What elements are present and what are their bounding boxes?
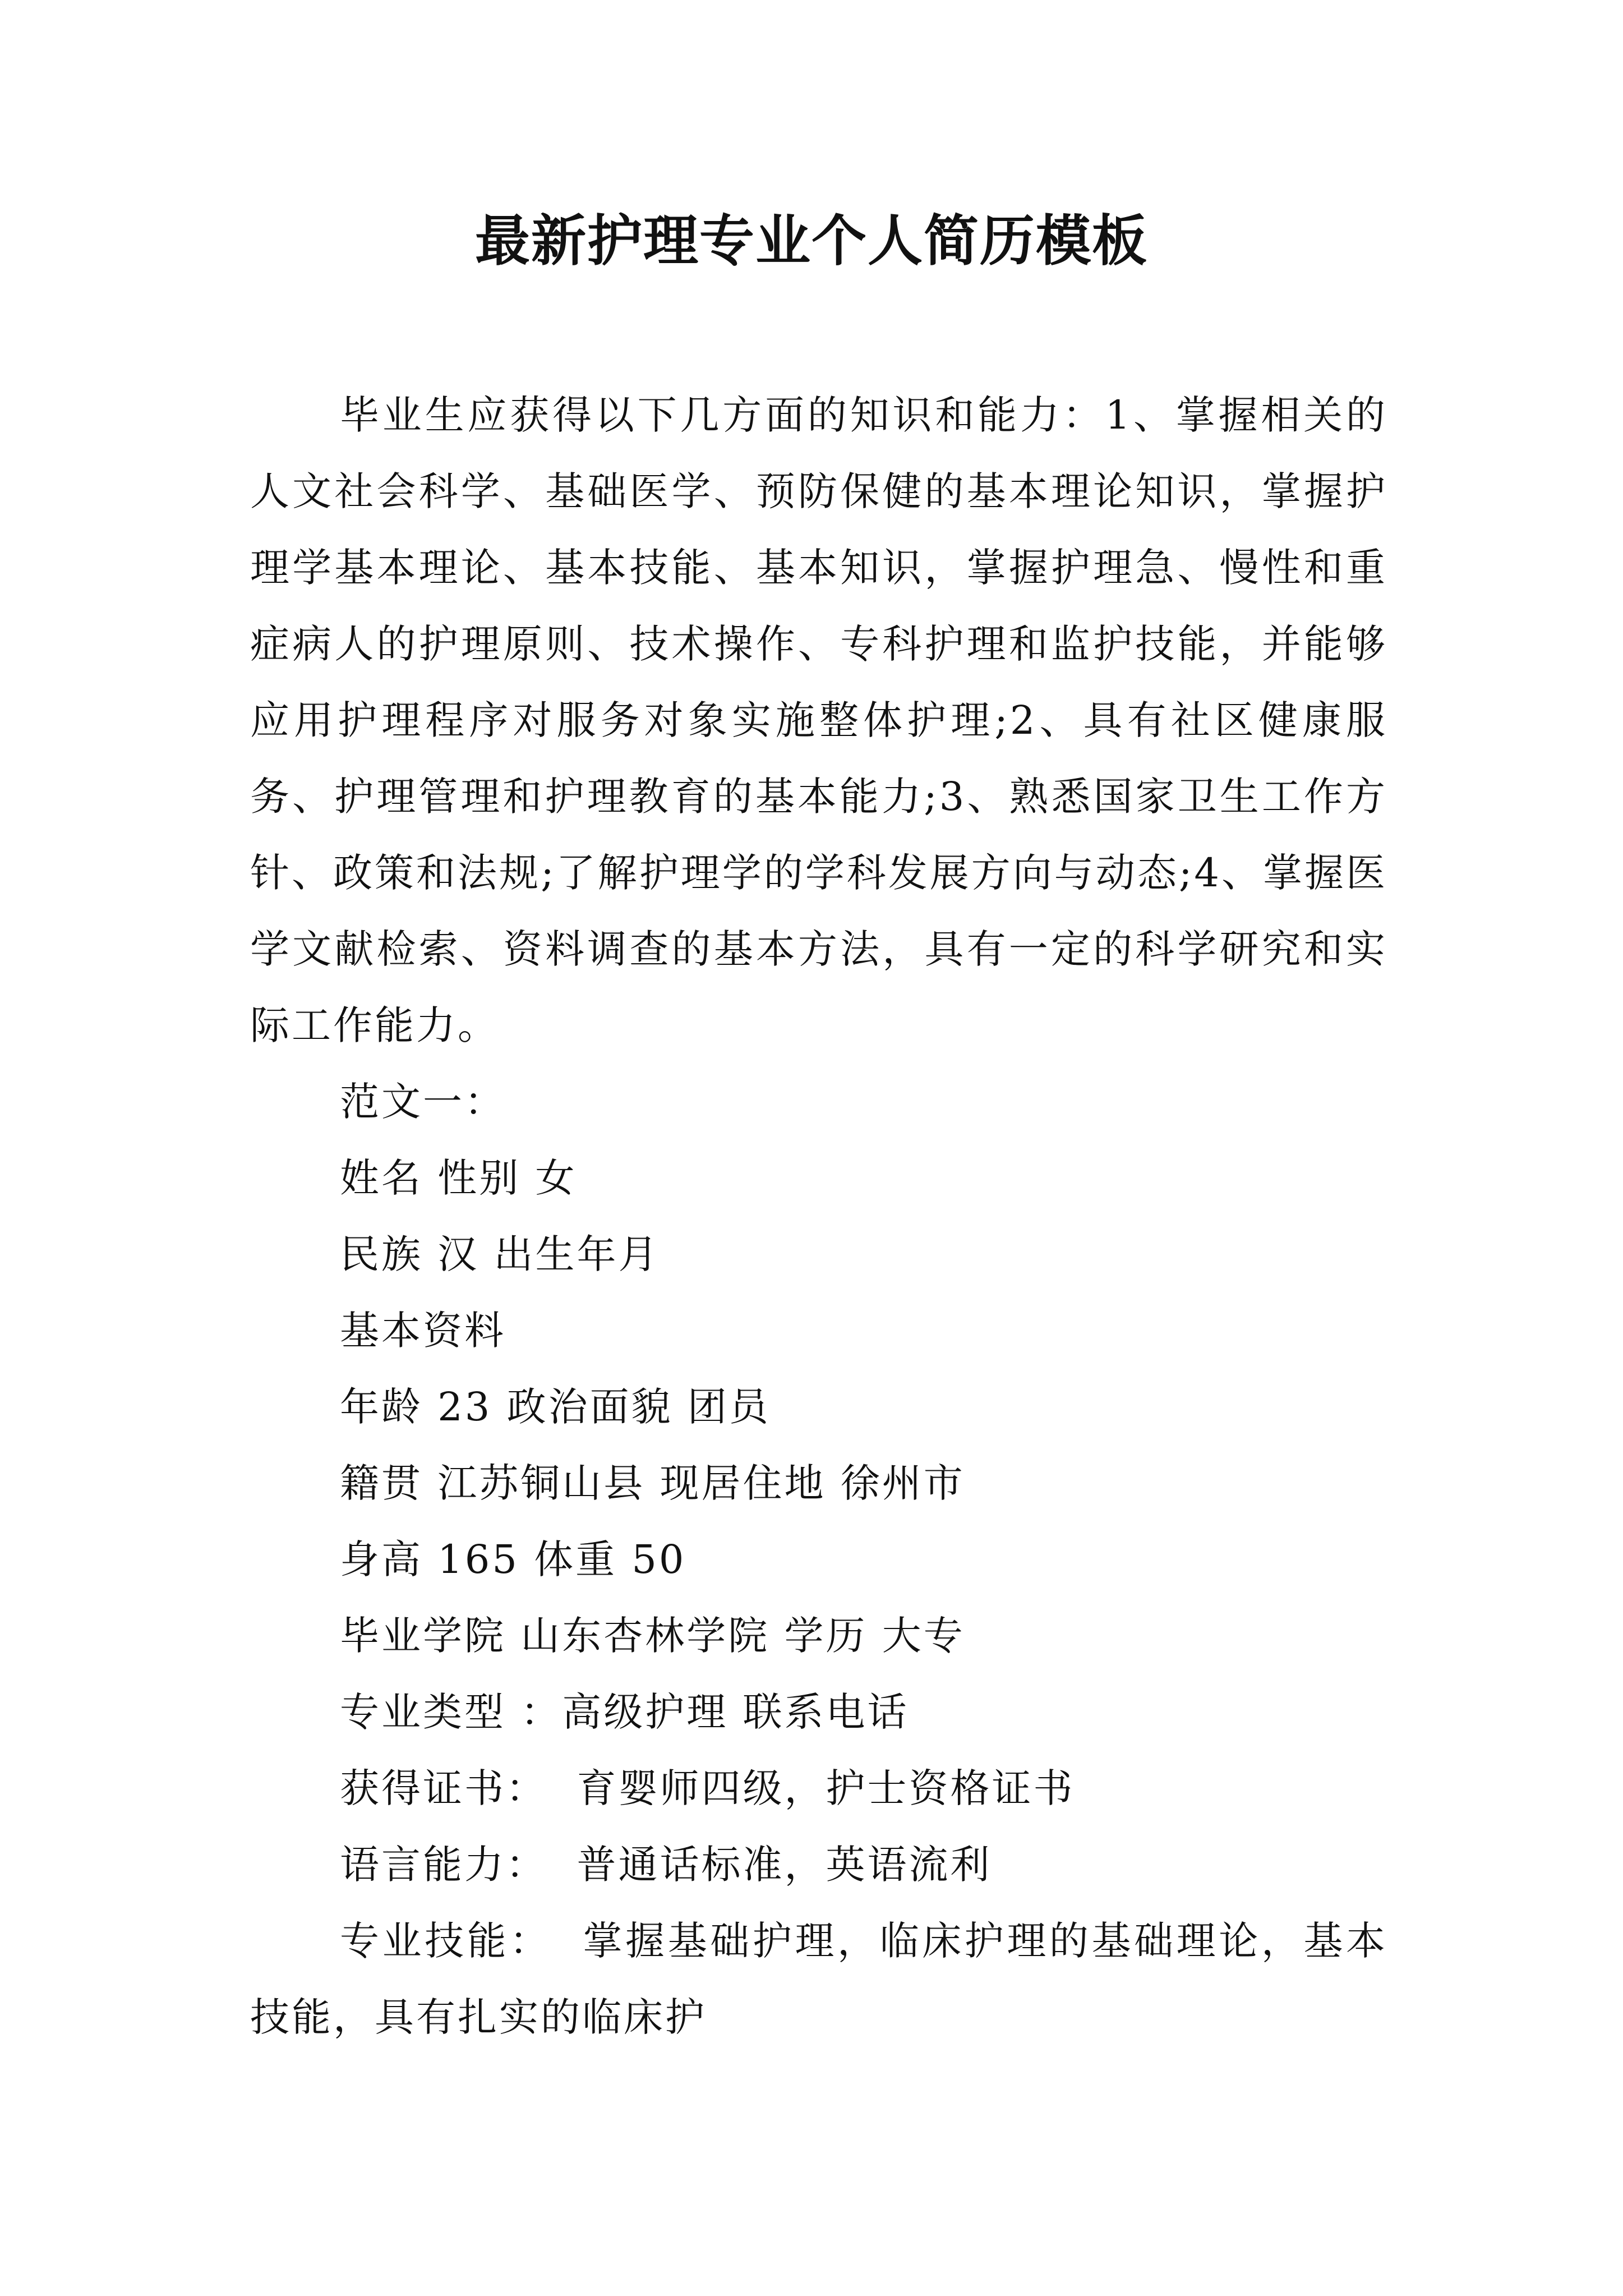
resume-line-major: 专业类型 ：高级护理 联系电话 xyxy=(340,1689,909,1735)
skills-paragraph: 专业技能： 掌握基础护理，临床护理的基础理论，基本技能，具有扎实的临床护 xyxy=(250,1918,1387,2040)
resume-line-basic-info: 基本资料 xyxy=(340,1308,506,1354)
sample-heading: 范文一： xyxy=(340,1079,506,1125)
resume-line-height: 身高 165 体重 50 xyxy=(340,1536,686,1582)
resume-line-certificates: 获得证书： 育婴师四级，护士资格证书 xyxy=(340,1765,1075,1811)
resume-line-name: 姓名 性别 女 xyxy=(340,1155,577,1201)
resume-line-hometown: 籍贯 江苏铜山县 现居住地 徐州市 xyxy=(340,1460,965,1506)
document-body xyxy=(250,377,1387,2055)
resume-line-age: 年龄 23 政治面貌 团员 xyxy=(340,1384,771,1430)
intro-paragraph: 毕业生应获得以下几方面的知识和能力：1、掌握相关的人文社会科学、基础医学、预防保健的基本理论知识，掌握护理学基本理论、基本技能、基本知识，掌握护理急、慢性和重症病人的护理原则、技术操作、专科护理和监护技能，并能够应用护理程序对服务对象实施整体护理;2、具有社区健康服务、护理管理和护理教育的基本能力;3、熟悉国家卫生工作方针、政策和法规;了解护理学的学科发展方向与动态;4、掌握医学文献检索、资料调查的基本方法，具有一定的科学研究和实际工作能力。 xyxy=(250,392,1387,1048)
resume-line-languages: 语言能力： 普通话标准，英语流利 xyxy=(340,1842,992,1888)
resume-line-ethnicity: 民族 汉 出生年月 xyxy=(340,1231,660,1277)
document-title: 最新护理专业个人简历模板 xyxy=(474,209,1148,273)
resume-line-school: 毕业学院 山东杏林学院 学历 大专 xyxy=(340,1613,965,1659)
